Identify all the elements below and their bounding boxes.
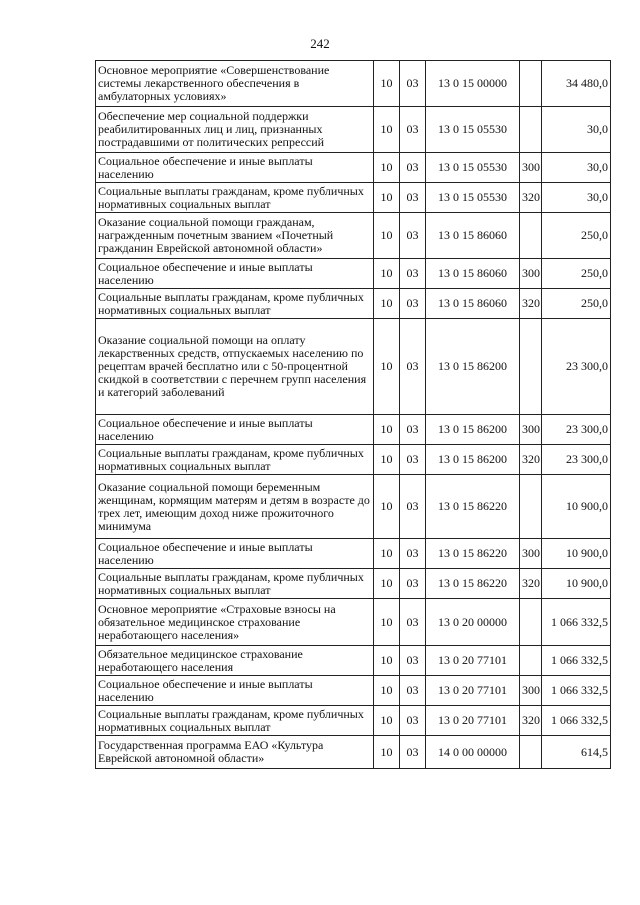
amount-cell: 1 066 332,5 (542, 646, 611, 676)
item-name-cell: Оказание социальной помощи на оплату лекарственных средств, отпускаемых населению по рецептам врачей бесплатно или с 50-процентной скидкой в соответствии с перечнем групп населения и категорий заболеваний (96, 319, 374, 415)
target-article-cell: 13 0 15 86060 (426, 289, 520, 319)
table-row (96, 445, 611, 475)
amount-cell: 30,0 (542, 153, 611, 183)
target-article-cell: 13 0 15 00000 (426, 61, 520, 107)
subsection-code-cell: 03 (400, 61, 426, 107)
subsection-code-cell: 03 (400, 475, 426, 539)
table-row (96, 706, 611, 736)
table-row (96, 107, 611, 153)
amount-cell: 34 480,0 (542, 61, 611, 107)
expense-type-cell: 320 (520, 183, 542, 213)
expense-type-cell (520, 213, 542, 259)
amount-cell: 10 900,0 (542, 539, 611, 569)
subsection-code-cell: 03 (400, 676, 426, 706)
subsection-code-cell: 03 (400, 599, 426, 646)
subsection-code-cell: 03 (400, 569, 426, 599)
target-article-cell: 13 0 15 86060 (426, 259, 520, 289)
subsection-code-cell: 03 (400, 183, 426, 213)
target-article-cell: 13 0 15 86200 (426, 319, 520, 415)
subsection-code-cell: 03 (400, 415, 426, 445)
table-row (96, 736, 611, 769)
table-row (96, 599, 611, 646)
target-article-cell: 14 0 00 00000 (426, 736, 520, 769)
target-article-cell: 13 0 15 86220 (426, 475, 520, 539)
amount-cell: 10 900,0 (542, 475, 611, 539)
target-article-cell: 13 0 15 05530 (426, 183, 520, 213)
section-code-cell: 10 (374, 259, 400, 289)
table-row (96, 61, 611, 107)
target-article-cell: 13 0 15 86220 (426, 569, 520, 599)
item-name-cell: Социальное обеспечение и иные выплаты населению (96, 539, 374, 569)
amount-cell: 10 900,0 (542, 569, 611, 599)
expense-type-cell (520, 646, 542, 676)
expense-type-cell: 320 (520, 289, 542, 319)
amount-cell: 23 300,0 (542, 415, 611, 445)
expense-type-cell (520, 61, 542, 107)
section-code-cell: 10 (374, 183, 400, 213)
subsection-code-cell: 03 (400, 706, 426, 736)
section-code-cell: 10 (374, 736, 400, 769)
amount-cell: 30,0 (542, 107, 611, 153)
target-article-cell: 13 0 15 86220 (426, 539, 520, 569)
expense-type-cell: 300 (520, 259, 542, 289)
amount-cell: 1 066 332,5 (542, 706, 611, 736)
section-code-cell: 10 (374, 289, 400, 319)
table-row (96, 213, 611, 259)
item-name-cell: Социальное обеспечение и иные выплаты населению (96, 676, 374, 706)
item-name-cell: Социальные выплаты гражданам, кроме публичных нормативных социальных выплат (96, 706, 374, 736)
item-name-cell: Обеспечение мер социальной поддержки реабилитированных лиц и лиц, признанных пострадавшими от политических репрессий (96, 107, 374, 153)
table-row (96, 289, 611, 319)
table-row (96, 415, 611, 445)
item-name-cell: Социальные выплаты гражданам, кроме публичных нормативных социальных выплат (96, 445, 374, 475)
section-code-cell: 10 (374, 319, 400, 415)
subsection-code-cell: 03 (400, 539, 426, 569)
amount-cell: 1 066 332,5 (542, 599, 611, 646)
section-code-cell: 10 (374, 676, 400, 706)
subsection-code-cell: 03 (400, 289, 426, 319)
item-name-cell: Социальное обеспечение и иные выплаты населению (96, 415, 374, 445)
table-row (96, 259, 611, 289)
target-article-cell: 13 0 20 77101 (426, 646, 520, 676)
amount-cell: 250,0 (542, 213, 611, 259)
item-name-cell: Социальные выплаты гражданам, кроме публичных нормативных социальных выплат (96, 289, 374, 319)
table-row (96, 183, 611, 213)
section-code-cell: 10 (374, 706, 400, 736)
expense-type-cell (520, 475, 542, 539)
section-code-cell: 10 (374, 569, 400, 599)
amount-cell: 1 066 332,5 (542, 676, 611, 706)
item-name-cell: Государственная программа ЕАО «Культура Еврейской автономной области» (96, 736, 374, 769)
section-code-cell: 10 (374, 415, 400, 445)
amount-cell: 23 300,0 (542, 319, 611, 415)
subsection-code-cell: 03 (400, 445, 426, 475)
section-code-cell: 10 (374, 61, 400, 107)
target-article-cell: 13 0 20 77101 (426, 676, 520, 706)
expense-type-cell: 300 (520, 676, 542, 706)
target-article-cell: 13 0 15 86060 (426, 213, 520, 259)
expense-type-cell: 300 (520, 415, 542, 445)
subsection-code-cell: 03 (400, 153, 426, 183)
item-name-cell: Социальные выплаты гражданам, кроме публичных нормативных социальных выплат (96, 183, 374, 213)
item-name-cell: Основное мероприятие «Совершенствование системы лекарственного обеспечения в амбулаторных условиях» (96, 61, 374, 107)
target-article-cell: 13 0 20 77101 (426, 706, 520, 736)
subsection-code-cell: 03 (400, 259, 426, 289)
expense-type-cell: 320 (520, 445, 542, 475)
subsection-code-cell: 03 (400, 736, 426, 769)
expense-type-cell: 300 (520, 539, 542, 569)
amount-cell: 30,0 (542, 183, 611, 213)
item-name-cell: Социальное обеспечение и иные выплаты населению (96, 259, 374, 289)
amount-cell: 250,0 (542, 289, 611, 319)
item-name-cell: Основное мероприятие «Страховые взносы на обязательное медицинское страхование неработающего населения» (96, 599, 374, 646)
target-article-cell: 13 0 15 05530 (426, 107, 520, 153)
table-row (96, 676, 611, 706)
budget-table (95, 60, 611, 769)
item-name-cell: Социальное обеспечение и иные выплаты населению (96, 153, 374, 183)
section-code-cell: 10 (374, 445, 400, 475)
expense-type-cell (520, 736, 542, 769)
subsection-code-cell: 03 (400, 107, 426, 153)
budget-table-body (96, 61, 611, 769)
table-row (96, 475, 611, 539)
expense-type-cell (520, 599, 542, 646)
amount-cell: 614,5 (542, 736, 611, 769)
target-article-cell: 13 0 15 86200 (426, 445, 520, 475)
expense-type-cell (520, 319, 542, 415)
section-code-cell: 10 (374, 153, 400, 183)
amount-cell: 250,0 (542, 259, 611, 289)
table-row (96, 153, 611, 183)
item-name-cell: Социальные выплаты гражданам, кроме публичных нормативных социальных выплат (96, 569, 374, 599)
target-article-cell: 13 0 15 05530 (426, 153, 520, 183)
table-row (96, 569, 611, 599)
expense-type-cell: 320 (520, 569, 542, 599)
section-code-cell: 10 (374, 475, 400, 539)
section-code-cell: 10 (374, 213, 400, 259)
page-number: 242 (310, 36, 330, 51)
section-code-cell: 10 (374, 539, 400, 569)
section-code-cell: 10 (374, 599, 400, 646)
item-name-cell: Обязательное медицинское страхование неработающего населения (96, 646, 374, 676)
table-row (96, 319, 611, 415)
section-code-cell: 10 (374, 107, 400, 153)
expense-type-cell: 300 (520, 153, 542, 183)
target-article-cell: 13 0 15 86200 (426, 415, 520, 445)
item-name-cell: Оказание социальной помощи беременным женщинам, кормящим матерям и детям в возрасте до трех лет, имеющим доход ниже прожиточного минимума (96, 475, 374, 539)
table-row (96, 646, 611, 676)
table-row (96, 539, 611, 569)
subsection-code-cell: 03 (400, 213, 426, 259)
section-code-cell: 10 (374, 646, 400, 676)
amount-cell: 23 300,0 (542, 445, 611, 475)
target-article-cell: 13 0 20 00000 (426, 599, 520, 646)
expense-type-cell: 320 (520, 706, 542, 736)
subsection-code-cell: 03 (400, 319, 426, 415)
subsection-code-cell: 03 (400, 646, 426, 676)
expense-type-cell (520, 107, 542, 153)
item-name-cell: Оказание социальной помощи гражданам, награжденным почетным званием «Почетный гражданин Еврейской автономной области» (96, 213, 374, 259)
